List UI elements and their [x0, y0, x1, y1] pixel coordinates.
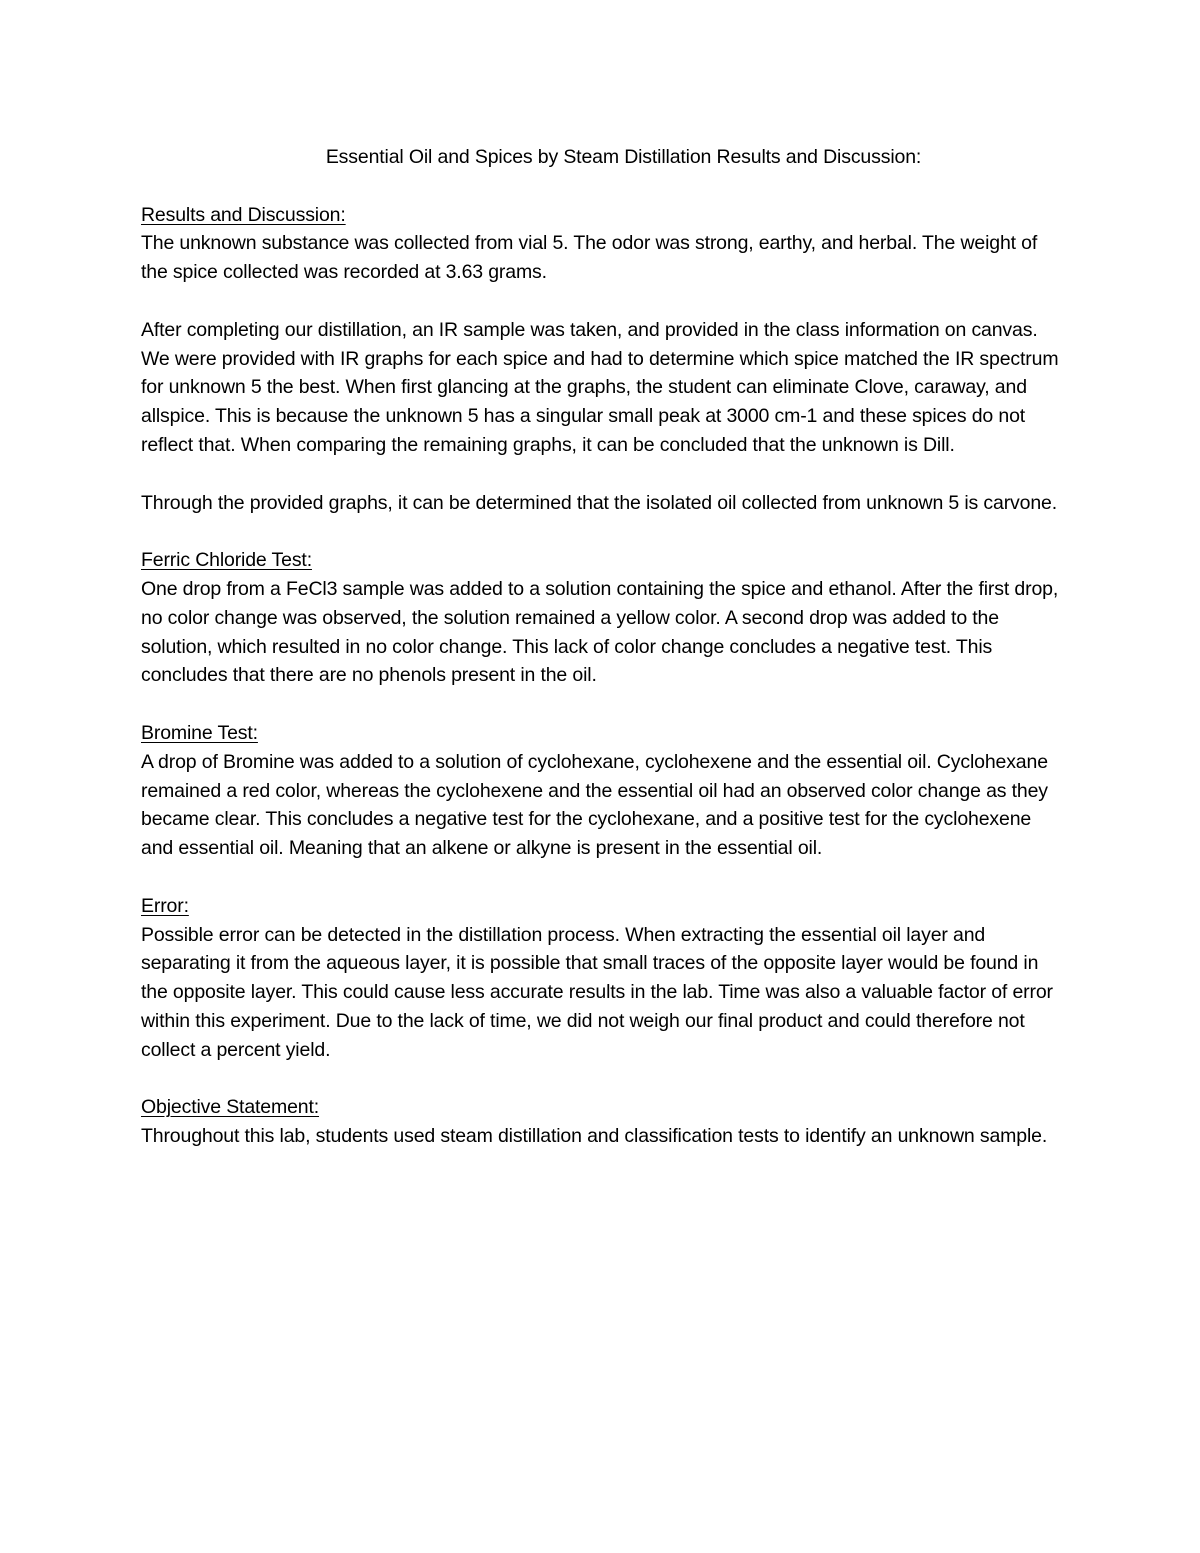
paragraph-spacer — [141, 287, 1066, 316]
paragraph-objective: Throughout this lab, students used steam distillation and classification tests to identify an unknown sample. — [141, 1125, 1048, 1148]
section-spacer — [141, 690, 1066, 719]
document-body — [141, 143, 1066, 1151]
section-spacer — [141, 863, 1066, 892]
section-heading-objective: Objective Statement: — [141, 1096, 320, 1119]
section-results-discussion — [141, 201, 1066, 518]
paragraph-sample-observations: The unknown substance was collected from vial 5. The odor was strong, earthy, and herbal. The weight of the spice collected was recorded at 3.63 grams. — [141, 232, 1038, 284]
section-error — [141, 892, 1066, 1065]
section-bromine-test — [141, 719, 1066, 863]
paragraph-error: Possible error can be detected in the distillation process. When extracting the essential oil layer and separating it from the aqueous layer, it is possible that small traces of the opposite layer would be found in the opposite layer. This could cause less accurate results in the lab. Time was also a valuable factor of error within this experiment. Due to the lack of time, we did not weigh our final product and could therefore not collect a percent yield. — [141, 923, 1053, 1061]
section-spacer — [141, 517, 1066, 546]
paragraph-bromine: A drop of Bromine was added to a solution of cyclohexane, cyclohexene and the essential oil. Cyclohexane remained a red color, whereas the cyclohexene and the essential oil had an observed color change as they became clear. This concludes a negative test for the cyclohexane, and a positive test for the cyclohexene and essential oil. Meaning that an alkene or alkyne is present in the essential oil. — [141, 750, 1048, 860]
document-title: Essential Oil and Spices by Steam Distillation Results and Discussion: — [325, 146, 922, 168]
section-heading-ferric-chloride: Ferric Chloride Test: — [141, 549, 312, 572]
paragraph-spacer — [141, 460, 1066, 489]
paragraph-ferric-chloride: One drop from a FeCl3 sample was added to a solution containing the spice and ethanol. After the first drop, no color change was observed, the solution remained a yellow color. A second drop was added to the solution, which resulted in no color change. This lack of color change concludes a negative test. This concludes that there are no phenols present in the oil. — [141, 577, 1059, 687]
paragraph-ir-analysis: After completing our distillation, an IR sample was taken, and provided in the class information on canvas. We were provided with IR graphs for each spice and had to determine which spice matched the IR spectrum for unknown 5 the best. When first glancing at the graphs, the student can eliminate Clove, caraway, and allspice. This is because the unknown 5 has a singular small peak at 3000 cm-1 and these spices do not reflect that. When comparing the remaining graphs, it can be concluded that the unknown is Dill. — [141, 318, 1059, 456]
section-heading-results-discussion: Results and Discussion: — [141, 203, 346, 226]
section-heading-bromine: Bromine Test: — [141, 721, 258, 744]
section-ferric-chloride-test — [141, 546, 1066, 690]
paragraph-oil-identification: Through the provided graphs, it can be determined that the isolated oil collected from unknown 5 is carvone. — [141, 491, 1058, 514]
section-heading-error: Error: — [141, 894, 189, 917]
section-spacer — [141, 1065, 1066, 1094]
section-objective-statement — [141, 1093, 1066, 1151]
